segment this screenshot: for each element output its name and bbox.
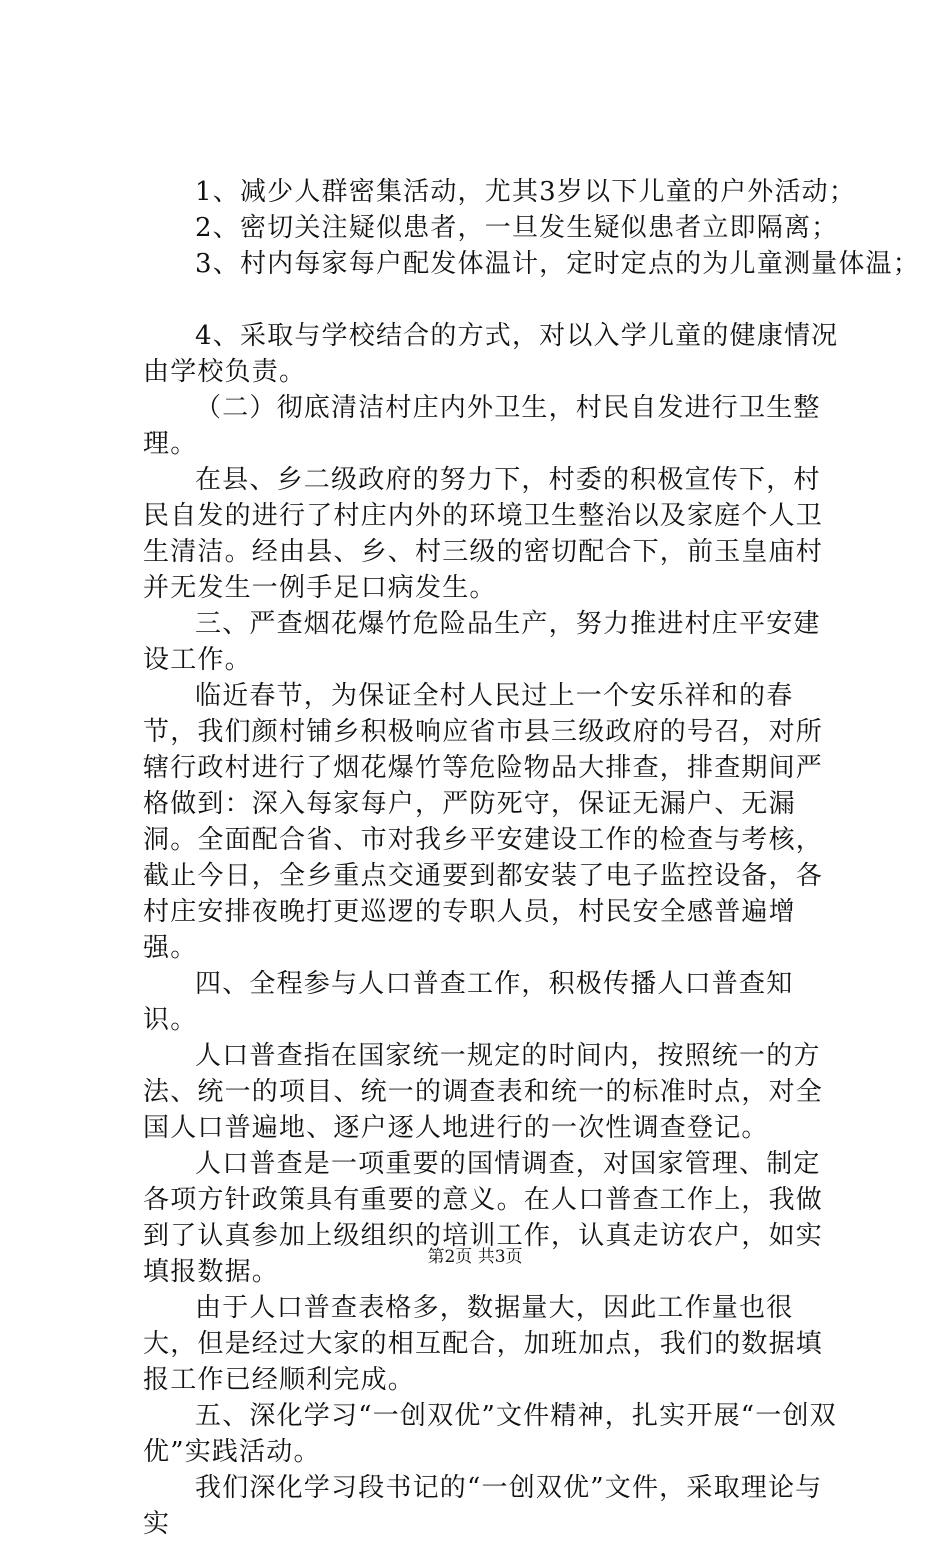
heading-section-5: 五、深化学习“一创双优”文件精神，扎实开展“一创双优”实践活动。 — [143, 1401, 837, 1467]
heading-section-3: 三、严查烟花爆竹危险品生产，努力推进村庄平安建设工作。 — [143, 609, 821, 675]
paragraph-item-4: 4、采取与学校结合的方式，对以入学儿童的健康情况由学校负责。 — [143, 321, 839, 387]
paragraph-census-definition: 人口普查指在国家统一规定的时间内，按照统一的方法、统一的项目、统一的调查表和统一的标准时点，对全国人口普遍地、逐户逐人地进行的一次性调查登记。 — [143, 1041, 824, 1143]
paragraph-study: 我们深化学习段书记的“一创双优”文件，采取理论与实 — [143, 1473, 823, 1539]
paragraph-item-1: 1、减少人群密集活动，尤其3岁以下儿童的户外活动； — [195, 177, 857, 207]
document-body — [143, 174, 920, 1542]
heading-section-4: 四、全程参与人口普查工作，积极传播人口普查知识。 — [143, 969, 794, 1035]
paragraph-section-2: （二）彻底清洁村庄内外卫生，村民自发进行卫生整理。 — [143, 393, 821, 459]
paragraph-census-completion: 由于人口普查表格多，数据量大，因此工作量也很大，但是经过大家的相互配合，加班加点，我们的数据填报工作已经顺利完成。 — [143, 1293, 824, 1395]
paragraph-item-2: 2、密切关注疑似患者，一旦发生疑似患者立即隔离； — [195, 213, 839, 243]
paragraph-item-3: 3、村内每家每户配发体温计，定时定点的为儿童测量体温； — [195, 249, 920, 279]
paragraph-fireworks: 临近春节，为保证全村人民过上一个安乐祥和的春节，我们颜村铺乡积极响应省市县三级政府的号召，对所辖行政村进行了烟花爆竹等危险物品大排查，排查期间严格做到：深入每家每户，严防死守，保证无漏户、无漏洞。全面配合省、市对我乡平安建设工作的检查与考核，截止今日，全乡重点交通要到都安装了电子监控设备，各村庄安排夜晚打更巡逻的专职人员，村民安全感普遍增强。 — [143, 681, 824, 963]
paragraph-census-importance: 人口普查是一项重要的国情调查，对国家管理、制定各项方针政策具有重要的意义。在人口普查工作上，我做到了认真参加上级组织的培训工作，认真走访农户，如实填报数据。 — [143, 1149, 824, 1287]
page-number-footer: 第2页 共3页 — [427, 1247, 523, 1267]
paragraph-sanitation: 在县、乡二级政府的努力下，村委的积极宣传下，村民自发的进行了村庄内外的环境卫生整治以及家庭个人卫生清洁。经由县、乡、村三级的密切配合下，前玉皇庙村并无发生一例手足口病发生。 — [143, 465, 824, 603]
